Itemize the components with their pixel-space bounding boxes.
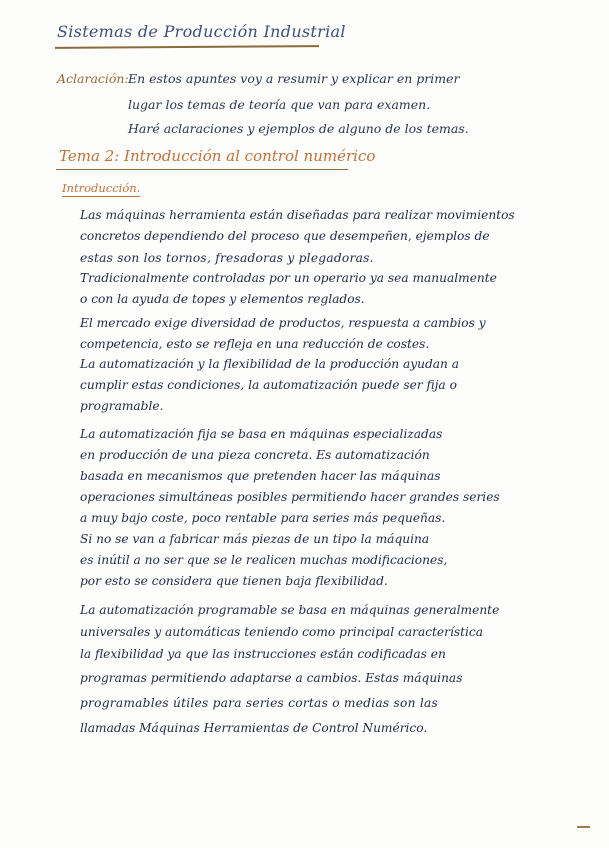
text-line: La automatización fija se basa en máquinas especializadas: [80, 427, 443, 441]
text-line: la flexibilidad ya que las instrucciones están codificadas en: [80, 647, 446, 661]
text-line: es inútil a no ser que se le realicen muchas modificaciones,: [80, 553, 448, 567]
text-line: Si no se van a fabricar más piezas de un tipo la máquina: [80, 532, 430, 546]
text-line: programables útiles para series cortas o medias son las: [80, 696, 439, 710]
text-line: cumplir estas condiciones, la automatización puede ser fija o: [80, 378, 457, 392]
text-line: competencia, esto se refleja en una reducción de costes.: [80, 337, 430, 351]
text-line: o con la ayuda de topes y elementos reglados.: [80, 292, 365, 306]
text-line: estas son los tornos, fresadoras y plegadoras.: [80, 251, 374, 265]
title-underline: [55, 45, 319, 48]
text-line: basada en mecanismos que pretenden hacer las máquinas: [80, 469, 441, 483]
text-line: concretos dependiendo del proceso que desempeñen, ejemplos de: [80, 229, 490, 243]
note-line: Haré aclaraciones y ejemplos de alguno de los temas.: [128, 121, 469, 136]
text-line: a muy bajo coste, poco rentable para series más pequeñas.: [80, 511, 446, 525]
section-underline: [56, 169, 348, 170]
note-line: En estos apuntes voy a resumir y explicar en primer: [128, 71, 460, 86]
text-line: La automatización y la flexibilidad de la producción ayudan a: [80, 357, 460, 371]
text-line: La automatización programable se basa en máquinas generalmente: [80, 603, 500, 617]
text-line: Las máquinas herramienta están diseñadas para realizar movimientos: [80, 208, 515, 222]
text-line: universales y automáticas teniendo como principal característica: [80, 625, 484, 639]
text-line: llamadas Máquinas Herramientas de Control Numérico.: [80, 721, 428, 735]
text-line: operaciones simultáneas posibles permitiendo hacer grandes series: [80, 490, 500, 504]
section-title: Tema 2: Introducción al control numérico: [59, 147, 376, 165]
subheading: Introducción.: [62, 181, 141, 195]
text-line: Tradicionalmente controladas por un operario ya sea manualmente: [80, 271, 497, 285]
note-line: lugar los temas de teoría que van para examen.: [128, 97, 431, 112]
text-line: en producción de una pieza concreta. Es automatización: [80, 448, 430, 462]
text-line: programable.: [80, 399, 164, 413]
text-line: por esto se considera que tienen baja flexibilidad.: [80, 574, 388, 588]
subheading-underline: [62, 196, 140, 197]
text-line: El mercado exige diversidad de productos, respuesta a cambios y: [80, 316, 486, 330]
text-line: programas permitiendo adaptarse a cambios. Estas máquinas: [80, 671, 463, 685]
note-label: Aclaración:: [57, 71, 129, 86]
page-title: Sistemas de Producción Industrial: [57, 22, 346, 41]
corner-pen-mark: [577, 826, 590, 828]
